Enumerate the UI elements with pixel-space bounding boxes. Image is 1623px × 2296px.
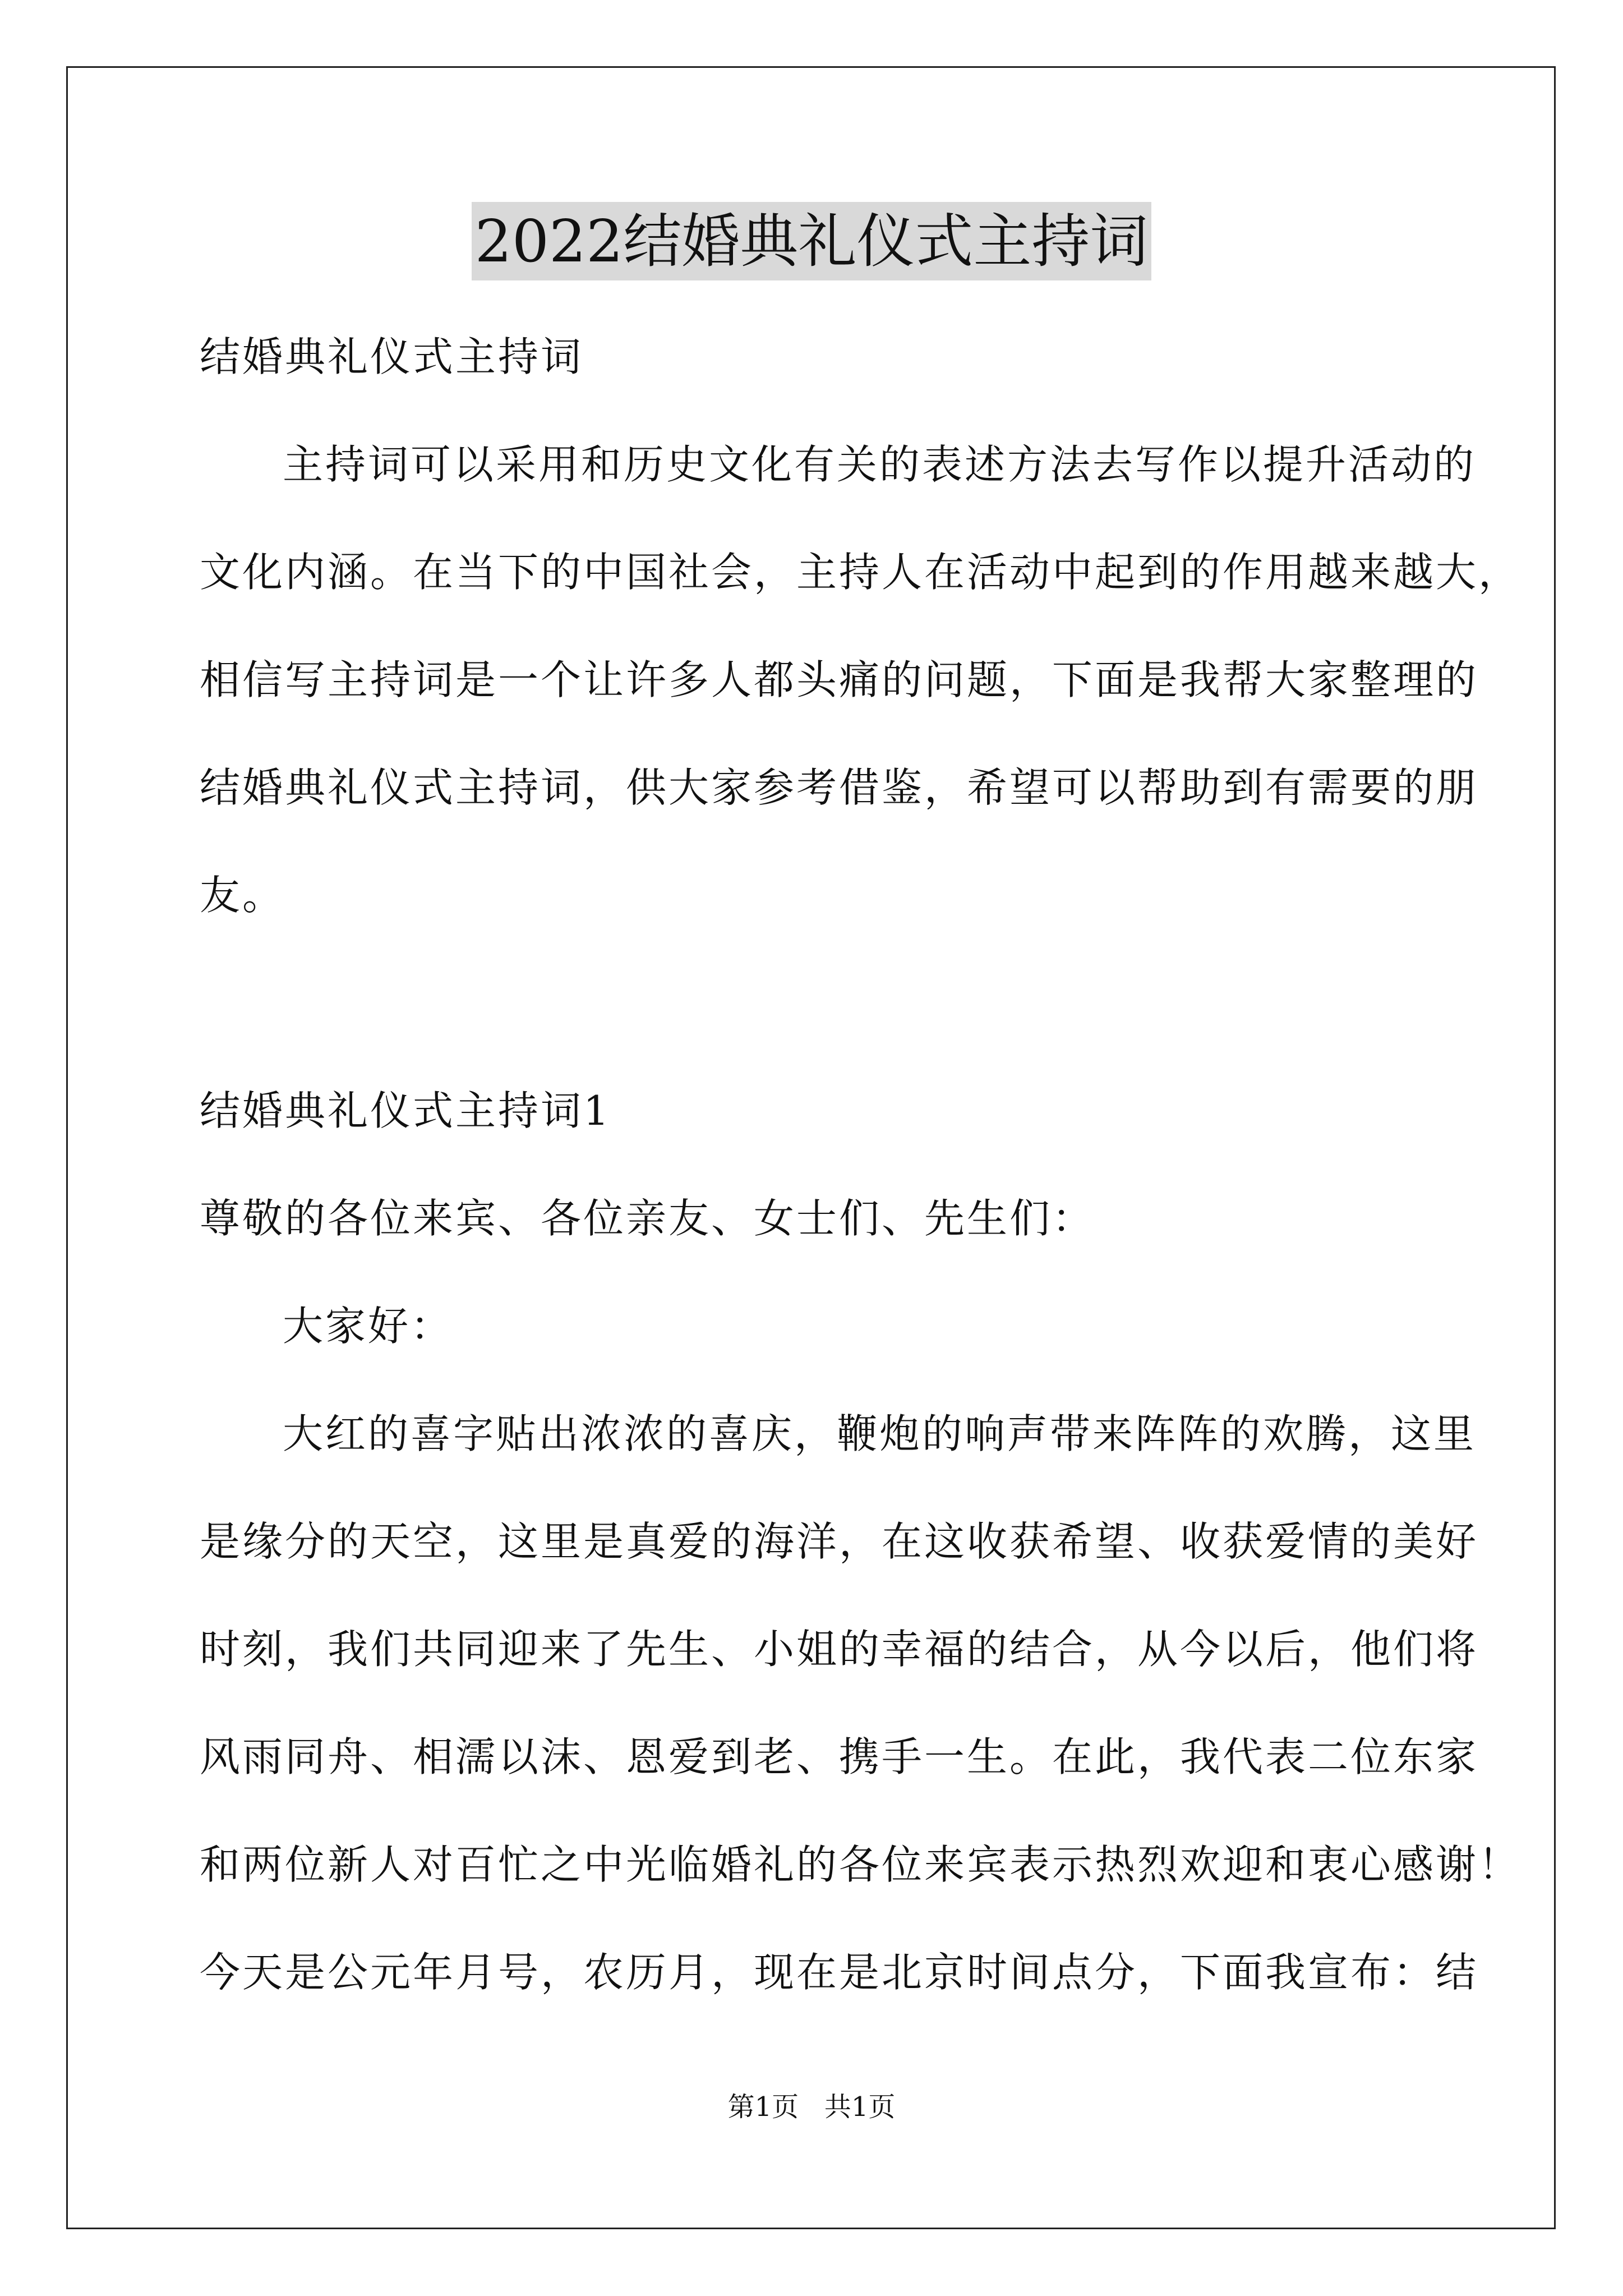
paragraph-line: 相信写主持词是一个让许多人都头痛的问题，下面是我帮大家整理的 [200, 656, 1479, 703]
title-container [0, 202, 1623, 280]
blank-line [200, 949, 1433, 1057]
paragraph-line: 风雨同舟、相濡以沫、恩爱到老、携手一生。在此，我代表二位东家 [200, 1733, 1479, 1780]
paragraph-line: 结婚典礼仪式主持词，供大家参考借鉴，希望可以帮助到有需要的朋 [200, 764, 1479, 811]
paragraph-line: 文化内涵。在当下的中国社会，主持人在活动中起到的作用越来越大， [200, 549, 1521, 596]
paragraph-line: 主持词可以采用和历史文化有关的表述方法去写作以提升活动的 [283, 441, 1477, 488]
section-heading: 结婚典礼仪式主持词1 [200, 1087, 611, 1134]
greeting: 大家好： [283, 1303, 454, 1350]
paragraph-line: 时刻，我们共同迎来了先生、小姐的幸福的结合，从今以后，他们将 [200, 1626, 1479, 1673]
paragraph-line: 是缘分的天空，这里是真爱的海洋，在这收获希望、收获爱情的美好 [200, 1518, 1479, 1565]
salutation: 尊敬的各位来宾、各位亲友、女士们、先生们： [200, 1195, 1095, 1242]
page-footer: 第1页 共1页 [727, 2091, 896, 2123]
document-body [200, 303, 1521, 2026]
subheading: 结婚典礼仪式主持词 [200, 333, 584, 380]
document-title: 2022结婚典礼仪式主持词 [472, 202, 1152, 280]
paragraph-line: 友。 [200, 872, 285, 919]
paragraph-line: 大红的喜字贴出浓浓的喜庆，鞭炮的响声带来阵阵的欢腾，这里 [283, 1410, 1477, 1457]
paragraph-line: 和两位新人对百忙之中光临婚礼的各位来宾表示热烈欢迎和衷心感谢！ [200, 1841, 1521, 1888]
paragraph-line: 今天是公元年月号，农历月，现在是北京时间点分，下面我宣布：结 [200, 1949, 1479, 1996]
